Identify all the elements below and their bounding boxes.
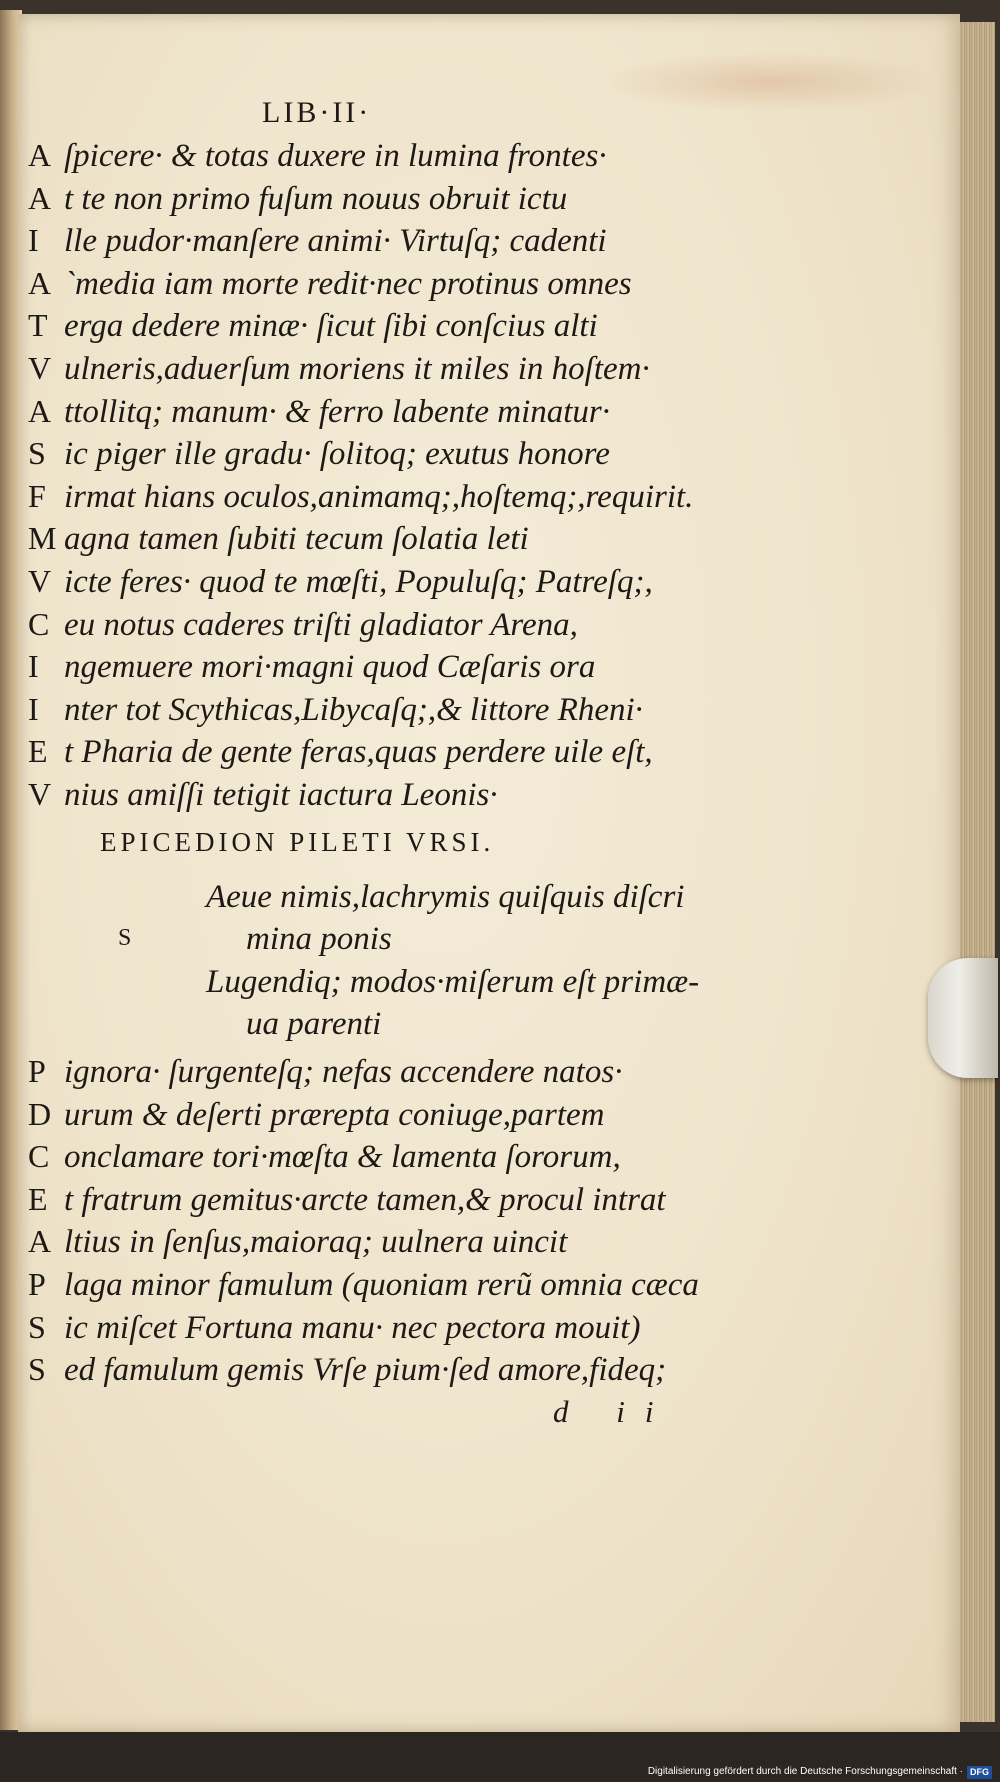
verse-initial: T bbox=[28, 307, 48, 344]
verse-initial: I bbox=[28, 222, 39, 259]
verse-initial: V bbox=[28, 776, 52, 812]
verse-line bbox=[28, 476, 693, 516]
opening-line: mina ponis bbox=[246, 921, 392, 958]
verse-text: icte feres· quod te mœſti, Populuſq; Patreſq;, bbox=[64, 564, 653, 600]
verse-line bbox=[28, 391, 610, 431]
verse-line bbox=[28, 1094, 604, 1134]
verse-initial: P bbox=[28, 1266, 46, 1302]
verse-initial: V bbox=[28, 350, 52, 386]
verse-line bbox=[28, 305, 598, 345]
opening-line: Lugendiq; modos·miſerum eſt primæ- bbox=[206, 963, 700, 1000]
poem-title: EPICEDION PILETI VRSI. bbox=[100, 826, 495, 857]
verse-initial: M bbox=[28, 520, 57, 557]
verse-initial: A bbox=[28, 179, 52, 216]
verse-initial: F bbox=[28, 477, 46, 514]
verse-text: ignora· ſurgenteſq; nefas accendere natos· bbox=[64, 1054, 623, 1090]
verse-line bbox=[28, 1136, 621, 1176]
opening-line: ua parenti bbox=[246, 1006, 382, 1043]
verse-line bbox=[28, 731, 653, 771]
verse-line bbox=[28, 263, 632, 303]
verse-initial: V bbox=[28, 563, 52, 599]
verse-initial: C bbox=[28, 1138, 50, 1175]
verse-line bbox=[28, 1307, 640, 1347]
verse-initial: E bbox=[28, 733, 48, 770]
verse-initial: I bbox=[28, 648, 39, 685]
verse-initial: E bbox=[28, 1180, 48, 1217]
verse-text: eu notus caderes triſti gladiator Arena, bbox=[64, 606, 578, 643]
verse-initial: D bbox=[28, 1095, 52, 1132]
paper-stain bbox=[598, 52, 938, 112]
verse-initial: I bbox=[28, 690, 39, 727]
verse-line bbox=[28, 774, 498, 814]
verse-line bbox=[28, 348, 650, 388]
verse-line bbox=[28, 1179, 666, 1219]
verse-line bbox=[28, 689, 643, 729]
verse-initial: A bbox=[28, 392, 52, 429]
verse-line bbox=[28, 518, 529, 558]
verse-line bbox=[28, 1264, 699, 1304]
verse-text: t Pharia de gente feras,quas perdere uile eſt, bbox=[64, 734, 653, 771]
verse-text: nter tot Scythicas,Libycaſq;,& littore Rheni· bbox=[64, 691, 643, 728]
verse-line bbox=[28, 561, 653, 601]
page-clip bbox=[928, 958, 998, 1078]
verse-initial: C bbox=[28, 605, 50, 642]
verse-text: ſpicere· & totas duxere in lumina frontes· bbox=[64, 138, 607, 174]
verse-line bbox=[28, 220, 607, 260]
digitization-credit bbox=[648, 1764, 992, 1780]
verse-line bbox=[28, 604, 578, 644]
running-head: LIB·II· bbox=[262, 96, 372, 129]
verse-line bbox=[28, 178, 567, 218]
verse-initial: A bbox=[28, 1223, 52, 1260]
verse-text: t te non primo fuſum nouus obruit ictu bbox=[64, 180, 568, 217]
verse-initial: A bbox=[28, 137, 52, 173]
verse-text: erga dedere minæ· ſicut ſibi conſcius alti bbox=[64, 308, 598, 345]
verse-line bbox=[28, 646, 595, 686]
signature-mark: d ii bbox=[553, 1393, 674, 1429]
verse-text: nius amiſſi tetigit iactura Leonis· bbox=[64, 777, 498, 813]
verse-text: `media iam morte redit·nec protinus omnes bbox=[64, 265, 632, 302]
margin-mark: S bbox=[118, 925, 132, 952]
opening-line: Aeue nimis,lachrymis quiſquis diſcri bbox=[206, 878, 685, 915]
verse-line bbox=[28, 1221, 567, 1261]
verse-text: ic piger ille gradu· ſolitoq; exutus honore bbox=[64, 436, 610, 473]
verse-initial: S bbox=[28, 1308, 46, 1345]
page-edges bbox=[955, 22, 995, 1722]
verse-line bbox=[28, 1051, 622, 1091]
verse-text: ltius in ſenſus,maioraq; uulnera uincit bbox=[64, 1224, 568, 1261]
verse-text: onclamare tori·mœſta & lamenta ſororum, bbox=[64, 1139, 621, 1176]
verse-line bbox=[28, 135, 607, 175]
verse-line bbox=[28, 1349, 666, 1389]
verse-text: ngemuere mori·magni quod Cæſaris ora bbox=[64, 649, 596, 686]
verse-text: irmat hians oculos,animamq;,hoſtemq;,requirit. bbox=[64, 478, 694, 515]
dfg-logo: DFG bbox=[967, 1766, 992, 1779]
verse-text: ed famulum gemis Vrſe pium·ſed amore,fideq; bbox=[64, 1352, 667, 1389]
verse-initial: P bbox=[28, 1053, 46, 1089]
verse-text: ic miſcet Fortuna manu· nec pectora mouit) bbox=[64, 1309, 641, 1346]
verse-line bbox=[28, 433, 610, 473]
credit-text: Digitalisierung gefördert durch die Deutsche Forschungsgemeinschaft · bbox=[647, 1766, 963, 1777]
verse-text: agna tamen ſubiti tecum ſolatia leti bbox=[64, 521, 529, 558]
verse-initial: S bbox=[28, 1351, 46, 1388]
verse-text: urum & deſerti prærepta coniuge,partem bbox=[64, 1096, 605, 1133]
verse-initial: S bbox=[28, 435, 46, 472]
verse-text: ulneris,aduerſum moriens it miles in hoſtem· bbox=[64, 351, 650, 387]
verse-text: lle pudor·manſere animi· Virtuſq; cadenti bbox=[64, 223, 607, 260]
verse-initial: A bbox=[28, 264, 52, 301]
verse-text: ttollitq; manum· & ferro labente minatur· bbox=[64, 393, 610, 430]
verse-text: laga minor famulum (quoniam rerũ omnia cæca bbox=[64, 1267, 699, 1303]
verse-text: t fratrum gemitus·arcte tamen,& procul intrat bbox=[64, 1181, 666, 1218]
